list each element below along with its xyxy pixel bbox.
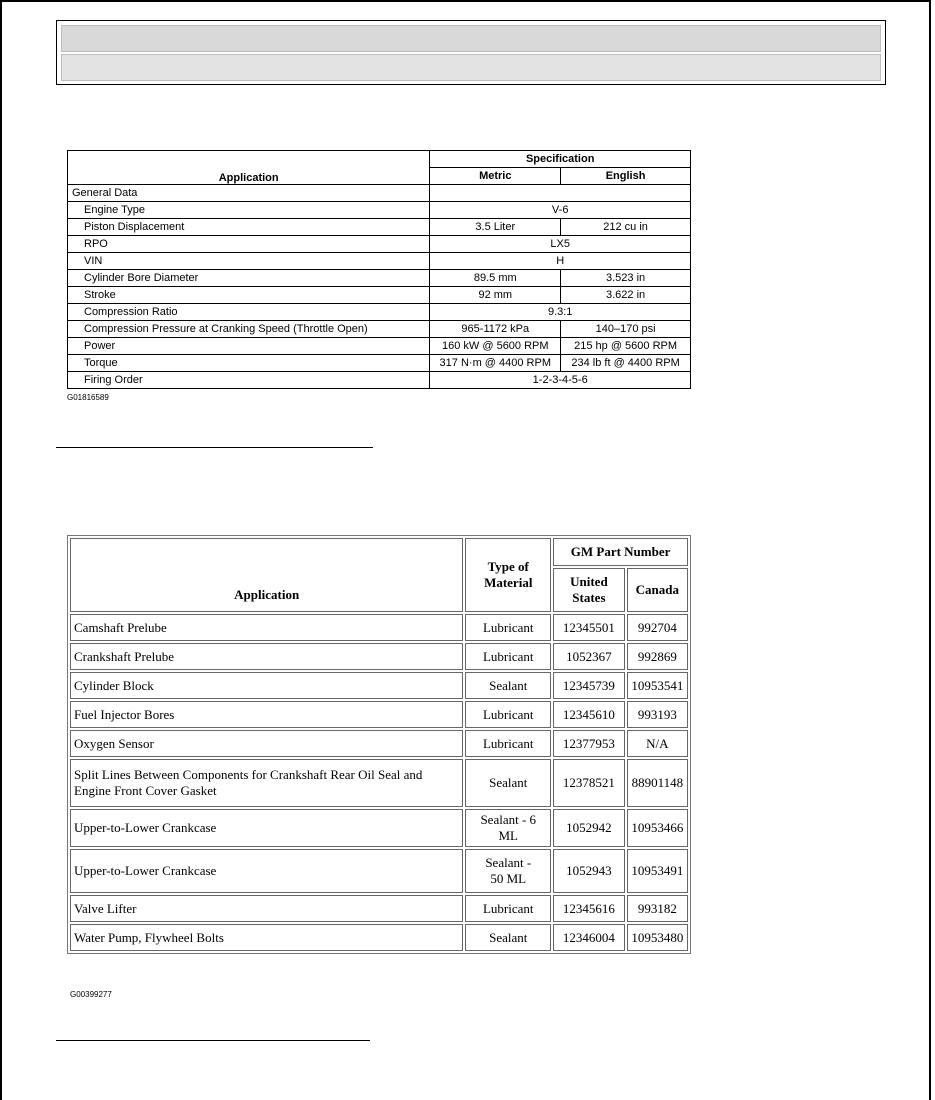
- spec-row-english: 212 cu in: [561, 219, 691, 236]
- parts-row-canada: 992869: [627, 643, 688, 670]
- parts-row-canada: 992704: [627, 614, 688, 641]
- spec-row-value: V-6: [430, 202, 691, 219]
- spec-row-metric: 160 kW @ 5600 RPM: [430, 338, 561, 355]
- spec-row-label: Power: [68, 338, 430, 355]
- spec-row-english: 234 lb ft @ 4400 RPM: [561, 355, 691, 372]
- parts-row-type: Sealant: [465, 759, 551, 807]
- spec-row-label: Stroke: [68, 287, 430, 304]
- parts-header-application: Application: [70, 538, 463, 612]
- spec-row-label: Firing Order: [68, 372, 430, 389]
- parts-row-application: Oxygen Sensor: [70, 730, 463, 757]
- parts-row-application: Water Pump, Flywheel Bolts: [70, 924, 463, 951]
- parts-row-type: Sealant: [465, 924, 551, 951]
- parts-row-us: 1052367: [553, 643, 625, 670]
- spec-row-label: Compression Ratio: [68, 304, 430, 321]
- section-divider: [56, 1040, 370, 1041]
- parts-row-application: Upper-to-Lower Crankcase: [70, 849, 463, 893]
- parts-row-canada: 10953480: [627, 924, 688, 951]
- spec-section-label: General Data: [68, 185, 430, 202]
- parts-row-us: 12346004: [553, 924, 625, 951]
- spec-row-value: 1-2-3-4-5-6: [430, 372, 691, 389]
- parts-row-application: Crankshaft Prelube: [70, 643, 463, 670]
- parts-row-application: Upper-to-Lower Crankcase: [70, 809, 463, 847]
- parts-header-us: United States: [553, 568, 625, 612]
- parts-row-us: 12345739: [553, 672, 625, 699]
- spec-row-value: 9.3:1: [430, 304, 691, 321]
- parts-row-application: Valve Lifter: [70, 895, 463, 922]
- spec-row-metric: 3.5 Liter: [430, 219, 561, 236]
- spec-row-label: Cylinder Bore Diameter: [68, 270, 430, 287]
- spec-row-label: Engine Type: [68, 202, 430, 219]
- parts-row-application: Fuel Injector Bores: [70, 701, 463, 728]
- parts-row-type: Lubricant: [465, 643, 551, 670]
- parts-row-canada: 10953491: [627, 849, 688, 893]
- spec-figure-code: G01816589: [67, 393, 109, 402]
- spec-row-metric: 317 N·m @ 4400 RPM: [430, 355, 561, 372]
- spec-row-english: 3.622 in: [561, 287, 691, 304]
- parts-row-us: 12378521: [553, 759, 625, 807]
- spec-row-metric: 92 mm: [430, 287, 561, 304]
- parts-row-canada: 993182: [627, 895, 688, 922]
- engine-spec-table: [67, 150, 691, 389]
- spec-row-label: Torque: [68, 355, 430, 372]
- parts-row-us: 12377953: [553, 730, 625, 757]
- parts-row-canada: N/A: [627, 730, 688, 757]
- header-bar-bottom: [61, 54, 881, 81]
- spec-row-english: 215 hp @ 5600 RPM: [561, 338, 691, 355]
- spec-header-application: Application: [68, 151, 430, 185]
- parts-row-us: 12345610: [553, 701, 625, 728]
- parts-row-us: 12345616: [553, 895, 625, 922]
- spec-row-metric: 965-1172 kPa: [430, 321, 561, 338]
- parts-header-gm-part-number: GM Part Number: [553, 538, 688, 566]
- parts-row-canada: 88901148: [627, 759, 688, 807]
- parts-figure-code: G00399277: [70, 990, 112, 999]
- spec-row-label: RPO: [68, 236, 430, 253]
- section-divider: [56, 447, 373, 448]
- spec-row-label: VIN: [68, 253, 430, 270]
- spec-row-english: 3.523 in: [561, 270, 691, 287]
- parts-row-type: Lubricant: [465, 701, 551, 728]
- parts-header-canada: Canada: [627, 568, 688, 612]
- spec-header-metric: Metric: [430, 168, 561, 185]
- spec-section-blank: [430, 185, 691, 202]
- spec-row-value: LX5: [430, 236, 691, 253]
- spec-row-label: Compression Pressure at Cranking Speed (Throttle Open): [68, 321, 430, 338]
- spec-header-english: English: [561, 168, 691, 185]
- spec-header-specification: Specification: [430, 151, 691, 168]
- spec-row-value: H: [430, 253, 691, 270]
- parts-row-type: Lubricant: [465, 614, 551, 641]
- spec-row-metric: 89.5 mm: [430, 270, 561, 287]
- parts-row-us: 12345501: [553, 614, 625, 641]
- parts-row-type: Lubricant: [465, 895, 551, 922]
- parts-row-us: 1052943: [553, 849, 625, 893]
- sealant-parts-table: [67, 535, 691, 954]
- parts-row-application: Camshaft Prelube: [70, 614, 463, 641]
- parts-row-canada: 10953466: [627, 809, 688, 847]
- parts-row-application: Split Lines Between Components for Crankshaft Rear Oil Seal and Engine Front Cover Gasket: [70, 759, 463, 807]
- spec-row-label: Piston Displacement: [68, 219, 430, 236]
- parts-row-canada: 993193: [627, 701, 688, 728]
- header-bar-top: [61, 25, 881, 52]
- parts-row-type: Lubricant: [465, 730, 551, 757]
- header-box: [56, 20, 886, 85]
- parts-row-us: 1052942: [553, 809, 625, 847]
- parts-row-type: Sealant - 50 ML: [465, 849, 551, 893]
- parts-row-type: Sealant: [465, 672, 551, 699]
- parts-row-application: Cylinder Block: [70, 672, 463, 699]
- parts-row-type: Sealant - 6 ML: [465, 809, 551, 847]
- parts-header-type: Type of Material: [465, 538, 551, 612]
- parts-row-canada: 10953541: [627, 672, 688, 699]
- spec-row-english: 140–170 psi: [561, 321, 691, 338]
